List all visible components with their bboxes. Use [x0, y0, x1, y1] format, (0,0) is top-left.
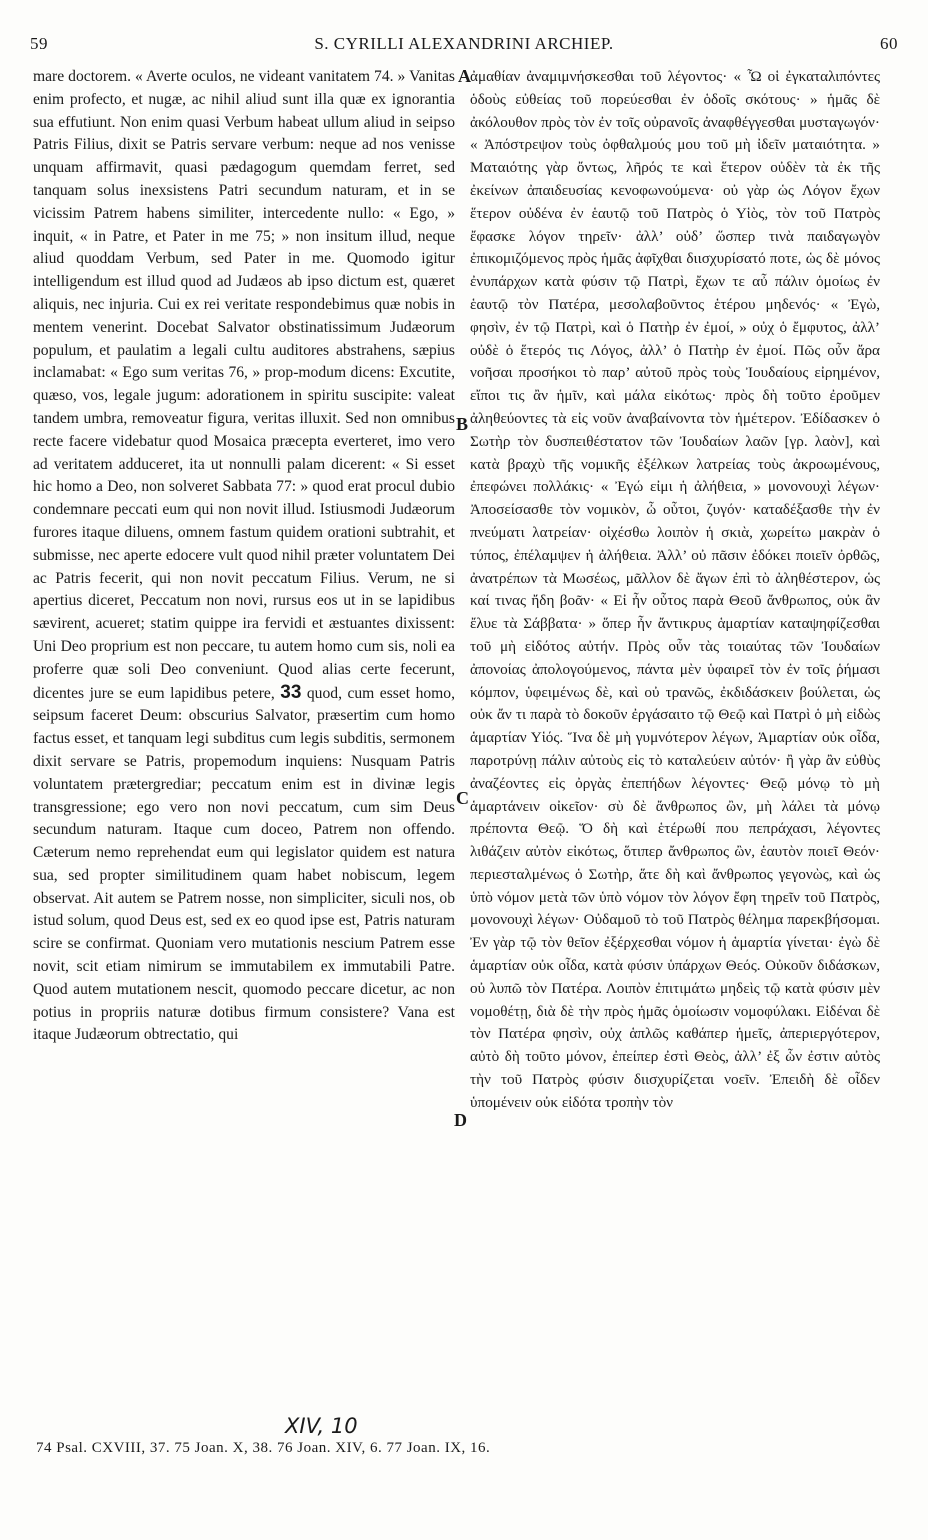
running-title: S. CYRILLI ALEXANDRINI ARCHIEP. — [314, 34, 614, 53]
latin-text-part-2: quod, cum esset homo, seipsum faceret Deum: obscurius Salvator, præsertim cum homo factus esset, et tanquam legi subditus cum legis subditis, sermonem dixit servare se Patris, propemodum inquiens: Nusquam Patris voluntatem prætergrediar; peccatum enim est in divinæ legis transgressione; ego vero non novi peccatum, cum sim Deus secundum naturam. Itaque cum doceo, Patrem non offendo. Cæterum nemo reprehendat eum qui legislator quidem est natura sua, sed propter similitudinem quam habet nobiscum, legem observat. Ait autem se Patrem nosse, non simpliciter, siculi nos, ob istud solum, quod Deus est, sed ex eo quod ipse est, Patris naturam scire se confirmat. Quoniam vero mutationis nescium Patrem esse novit, scit etiam nimirum se immutabilem ex immutabili Patre. Quod autem mutationem nescit, quomodo peccare dicetur, ac non potius in propriis naturæ dotibus firmum consistere? Vana est itaque Judæorum obtrectatio, qui — [33, 684, 455, 1044]
page-number-left: 59 — [30, 34, 48, 53]
latin-text-part-1: mare doctorem. « Averte oculos, ne videant vanitatem 74. » Vanitas enim profecto, et nugæ, ac nihil aliud sunt illa quæ ex ignorantia sua effutiunt. Non enim quasi Verbum habeat ullum aliud in seipso Patris Filius, dixit se Patris servare verbum: neque ad nos venisse unquam affirmavit, quasi pædagogum quemdam ferret, sed tanquam solus inexsistens Patri secundum naturam, et in se vicissim Patrem habens similiter, intercedente nullo: « Ego, » inquit, « in Patre, et Pater in me 75; » non insitum illud, neque aliud quoddam Verbum, sed Pater in me. Quomodo igitur intelligendum est illud quod ad Judæos ab ipso dictum est, quæret aliquis, nec injuria. Cui ex rei veritate respondebimus quæ nobis in mentem venerint. Docebat Salvator obstinatissimum Judæorum populum, et paulatim a legali cultu auditores abstrahens, sæpius inclamabat: « Ego sum veritas 76, » prop-modum dicens: Excutite, quæso, vos, legale jugum: adorationem in spiritu suscipite: valeat tandem umbra, removeatur figura, veritas illuxit. Sed non omnibus recte facere videbatur quod Mosaica præcepta everteret, imo vero ad veritatem adduceret, ita ut nonnulli palam dicerent: « Si esset hic homo a Deo, non solveret Sabbata 77: » quod erat procul dubio condemnare peccati eum qui non novit illud. Istiusmodi Judæorum furores itaque diluens, omnem fastum quidem orationi subtrahit, et submisse, nec aperte edocere vult quod nihil præter voluntatem Dei ac Patris fecerit, qui non novit peccatum Filius. Verum, ne si apertius diceret, Peccatum non novi, rursus eos ut in se lapidibus sævirent, acueret; statim quippe ira fervidi et æstuantes dixissent: Uni Deo proprium est non peccare, tu autem homo cum sis, noli ea proferre quæ soli Deo conveniunt. Quod alias certe fecerunt, dicentes jure se eum lapidibus petere, — [33, 68, 455, 702]
greek-column — [470, 66, 880, 1115]
handwritten-note: XIV, 10 — [285, 1414, 358, 1438]
footnotes: 74 Psal. CXVIII, 37. 75 Joan. X, 38. 76 Joan. XIV, 6. 77 Joan. IX, 16. — [36, 1440, 491, 1456]
margin-marker-a: A — [458, 66, 471, 86]
margin-marker-c: C — [456, 788, 469, 808]
margin-marker-d: D — [454, 1110, 467, 1130]
page-number-right: 60 — [880, 34, 898, 53]
section-number: 33 — [280, 681, 302, 703]
page-header — [30, 34, 898, 58]
greek-paragraph: ἀμαθίαν ἀναμιμνήσκεσθαι τοῦ λέγοντος· « Ὦ οἱ ἐγκαταλιπόντες ὁδοὺς εὐθείας τοῦ πορεύεσθαι ἐν ὁδοῖς σκότους· » ἡμᾶς δὲ ἀκόλουθον πρὸς τὸν ἐν τοῖς οὐρανοῖς ἀναφθέγγεσθαι μυσταγωγόν· « Ἀπόστρεψον τοὺς ὀφθαλμούς μου τοῦ μὴ ἰδεῖν ματαιότητα. » Ματαιότης γὰρ ὄντως, λῆρός τε καὶ ἕτερον οὐδὲν τὰ ἐκ τῆς ἐκείνων ἀπαιδευσίας κενοφωνούμενα· οὐ γὰρ ὡς Λόγον ἔχων ἕτερον οὐδένα ἐν ἑαυτῷ τοῦ Πατρὸς ὁ Υἱὸς, τὸν τοῦ Πατρὸς ἔφασκε λόγον τηρεῖν· ἀλλ’ οὐδ’ ὥσπερ τινὰ παιδαγωγὸν ἐπικομιζόμενος πρὸς ἡμᾶς ἀφῖχθαι διισχυρίσατό ποτε, ὡς δὲ μόνος ἐνυπάρχων κατὰ φύσιν τῷ Πατρὶ, ἔχων τε αὖ πάλιν ὁμοίως ἐν ἑαυτῷ τὸν Πατέρα, μεσολαβοῦντος ἑτέρου μηδενός· « Ἐγὼ, φησὶν, ἐν τῷ Πατρὶ, καὶ ὁ Πατὴρ ἐν ἐμοί, » οὐχ ὁ ἔμφυτος, ἀλλ’ οὐδὲ ὁ ἕτερός τις Λόγος, ἀλλ’ ὁ Πατὴρ ἐν ἐμοί. Πῶς οὖν ἄρα νοῆσαι προσήκοι τὸ παρ’ αὐτοῦ πρὸς τοὺς Ἰουδαίους εἰρημένον, εἴποι τις ἂν ἡμῖν, καὶ μάλα εἰκότως· πρὸς δὴ τοῦτο ἐροῦμεν ἀληθεύοντες τὰ εἰς νοῦν ἀναβαίνοντα τὸν ἡμέτερον. Ἐδίδασκεν ὁ Σωτὴρ τὸν δυσπειθέστατον τῶν Ἰουδαίων λαῶν [γρ. λαὸν], καὶ κατὰ βραχὺ τῆς νομικῆς ἐξέλκων λατρείας τοὺς ἀκροωμένους, ἐπεφώνει πολλάκις· « Ἐγώ εἰμι ἡ ἀλήθεια, » μονονουχὶ λέγων· Ἀποσείσασθε τὸν νομικὸν, ὦ οὗτοι, ζυγόν· καταδέξασθε τὴν ἐν πνεύματι λατρείαν· οἰχέσθω λοιπὸν ἡ σκιὰ, χωρείτω μακρὰν ὁ τύπος, ἐπέλαμψεν ἡ ἀλήθεια. Ἀλλ’ οὐ πᾶσιν ἐδόκει ποιεῖν ὀρθῶς, ἀνατρέπων τὰ Μωσέως, μᾶλλον δὲ ἄγων ἐπὶ τὸ ἀληθέστερον, ὡς καί τινας ἤδη βοᾶν· « Εἰ ἦν οὗτος παρὰ Θεοῦ ἄνθρωπος, οὐκ ἂν ἔλυε τὰ Σάββατα· » ὅπερ ἦν ἄντικρυς ἁμαρτίαν καταψηφίζεσθαι τοῦ μὴ εἰδότος αὐτήν. Πρὸς οὖν τὰς τοιαύτας τῶν Ἰουδαίων ἀπονοίας ἀπολογούμενος, πάντα μὲν ὑφαιρεῖ τὸν ἐν τοῖς ῥήμασι κόμπον, ὑφειμένως δὲ, καὶ οὐ τρανῶς, ἐκδιδάσκειν βούλεται, ὡς οὐκ ἄν τι παρὰ τὸ δοκοῦν ἐργάσαιτο τῷ Θεῷ καὶ Πατρὶ ὁ μὴ εἰδὼς ἁμαρτίαν Υἱός. Ἵνα δὲ μὴ γυμνότερον λέγων, Ἁμαρτίαν οὐκ οἶδα, παροτρύνῃ πάλιν αὐτοὺς εἰς τὸ καταλεύειν αὐτόν· ἢ γὰρ ἂν εὐθὺς ἀναζέοντες εἰς ὀργὰς ἐπεπήδων λέγοντες· Θεῷ μόνῳ τὸ μὴ ἁμαρτάνειν οἰκεῖον· σὺ δὲ ἄνθρωπος ὢν, μὴ λάλει τὰ μόνῳ πρέποντα Θεῷ. Ὅ δὴ καὶ ἑτέρωθί που πεπράχασι, λέγοντες λιθάζειν αὐτὸν εἰκότως, ὅτιπερ ἄνθρωπος ὢν, ἑαυτὸν ποιεῖ Θεόν· περιεσταλμένως ὁ Σωτὴρ, ἅτε δὴ καὶ ἄνθρωπος γεγονὼς, καὶ ὡς ὑπὸ νόμον μετὰ τῶν ὑπὸ νόμον τὸν λόγον ἔφη τηρεῖν τοῦ Πατρὸς, μονονουχὶ λέγων· Οὐδαμοῦ τὸ τοῦ Πατρὸς θέλημα παρεκβήσομαι. Ἐν γὰρ τῷ τὸν θεῖον ἐξέρχεσθαι νόμον ἡ ἁμαρτία γίνεται· ἐγὼ δὲ ἁμαρτίαν οὐκ οἶδα, κατὰ φύσιν ὑπάρχων Θεός. Οὐκοῦν διδάσκων, οὐ λυπῶ τὸν Πατέρα. Λοιπὸν ἐπιτιμάτω μηδεὶς τῷ κατὰ φύσιν μὲν νομοθέτῃ, διὰ δὲ τὴν πρὸς ἡμᾶς ὁμοίωσιν νομοφύλακι. Εἰδέναι δὲ τὸν Πατέρα φησὶν, οὐχ ἁπλῶς καθάπερ ἡμεῖς, ἀπεριεργότερον, αὐτὸ δὴ τοῦτο μόνον, ἐπείπερ ἐστὶ Θεὸς, ἀλλ’ ἐξ ὧν ἐστιν αὐτὸς τὴν τοῦ Πατρὸς φύσιν διισχυρίζεται νοεῖν. Ἐπειδὴ δὲ οἶδεν ὑπομένειν οὐκ εἰδότα τροπὴν τὸν — [470, 68, 880, 1111]
latin-paragraph — [33, 66, 455, 1047]
margin-marker-b: B — [456, 414, 469, 434]
latin-column — [33, 66, 455, 1047]
